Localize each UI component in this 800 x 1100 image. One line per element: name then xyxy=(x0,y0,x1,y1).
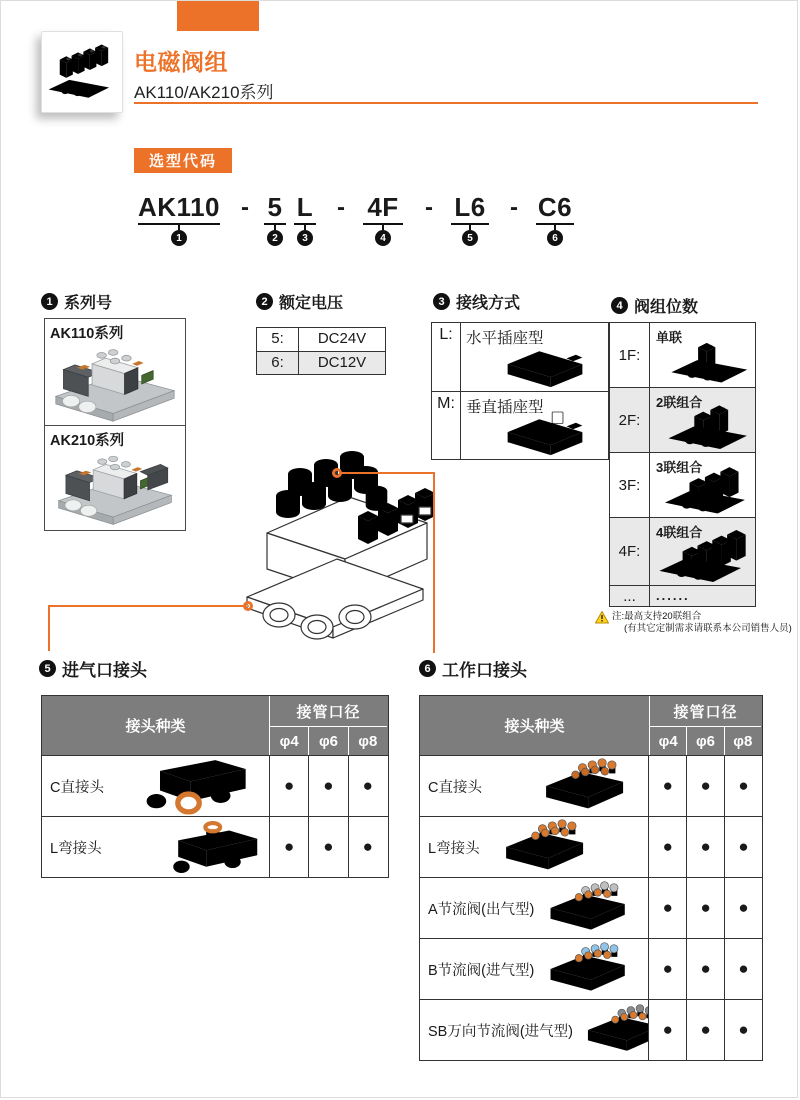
marker-4: 4 xyxy=(375,230,391,246)
work-c-straight-drawing xyxy=(528,758,644,814)
work-row-l: L弯接头 ● ● ● xyxy=(420,816,762,877)
diameter-col: φ6 xyxy=(686,727,723,755)
callout-line-work-h xyxy=(341,472,435,474)
wiring-row-l: L: 水平插座型 xyxy=(432,323,608,391)
product-logo-box xyxy=(41,31,123,113)
work-row-c: C直接头 ● ● ● xyxy=(420,755,762,816)
diameter-col: φ8 xyxy=(348,727,387,755)
work-row-sb-throttle: SB万向节流阀(进气型) ● ● ● xyxy=(420,999,762,1060)
code-segment-series: AK110 1 xyxy=(138,194,220,246)
header-rule xyxy=(134,102,758,104)
manifold-line-icon xyxy=(46,39,118,105)
manifold-1f-drawing xyxy=(656,336,754,386)
vertical-socket-valve-drawing xyxy=(484,412,606,458)
callout-dot-inlet xyxy=(243,601,253,611)
wiring-table xyxy=(431,322,609,460)
marker-1: 1 xyxy=(171,230,187,246)
stations-row-4f: 4F: 4联组合 xyxy=(610,517,755,585)
selection-code-badge: 选型代码 xyxy=(134,148,232,173)
note-line2: (有其它定制需求请联系本公司销售人员) xyxy=(624,622,792,634)
callout-line-inlet-h xyxy=(48,605,249,607)
inlet-table-header: 接头种类 接管口径 φ4 φ6 φ8 xyxy=(42,696,388,755)
horizontal-socket-valve-drawing xyxy=(484,344,606,390)
series-item-ak110: AK110系列 xyxy=(45,319,185,425)
section-stations-header: 4 阀组位数 xyxy=(611,294,698,317)
page-subtitle: AK110/AK210系列 xyxy=(134,83,274,102)
callout-dot-work xyxy=(332,468,342,478)
stations-row-3f: 3F: 3联组合 xyxy=(610,452,755,517)
stations-row-1f: 1F: 单联 xyxy=(610,323,755,387)
work-row-a-throttle: A节流阀(出气型) ● ● ● xyxy=(420,877,762,938)
code-dash: - xyxy=(510,194,518,221)
stations-row-2f: 2F: 2联组合 xyxy=(610,387,755,452)
voltage-row: 5: DC24V xyxy=(257,328,385,351)
work-b-throttle-drawing xyxy=(534,942,644,996)
manifold-3f-drawing xyxy=(654,462,754,516)
inlet-row-c: C直接头 ● ● ● xyxy=(42,755,388,816)
series-box xyxy=(44,318,186,531)
header-orange-block xyxy=(177,1,259,31)
callout-line-work-v xyxy=(433,472,435,653)
manifold-4f-drawing xyxy=(652,528,754,584)
diameter-col: φ6 xyxy=(308,727,347,755)
marker-3: 3 xyxy=(297,230,313,246)
note-line1: 注:最高支持20联组合 xyxy=(612,611,702,622)
ak110-photo xyxy=(47,341,183,425)
voltage-row: 6: DC12V xyxy=(257,351,385,374)
code-segment-wiring: L 3 xyxy=(294,194,316,246)
diameter-col: φ4 xyxy=(658,732,678,750)
code-dash: - xyxy=(241,194,249,221)
work-table-header: 接头种类 接管口径 φ4 φ6 φ8 xyxy=(420,696,762,755)
code-segment-voltage: 5 2 xyxy=(264,194,286,246)
code-dash: - xyxy=(425,194,433,221)
section-voltage-header: 2 额定电压 xyxy=(256,290,343,313)
c-straight-fitting-drawing xyxy=(135,758,251,814)
diameter-col: φ4 xyxy=(279,732,299,750)
marker-2: 2 xyxy=(267,230,283,246)
ak210-photo xyxy=(47,448,183,528)
code-segment-inlet: L6 5 xyxy=(451,194,489,246)
inlet-table xyxy=(41,695,389,878)
page-title: 电磁阀组 xyxy=(134,49,228,75)
warning-icon xyxy=(595,611,609,624)
work-sb-throttle-drawing xyxy=(573,1004,648,1056)
marker-5: 5 xyxy=(462,230,478,246)
wiring-row-m: M: 垂直插座型 xyxy=(432,391,608,459)
marker-6: 6 xyxy=(547,230,563,246)
voltage-table xyxy=(256,327,386,375)
section-series-header: 1 系列号 xyxy=(41,290,112,313)
manifold-assembly-drawing xyxy=(233,447,437,655)
diameter-col: φ8 xyxy=(724,727,761,755)
stations-row-more: ... ...... xyxy=(610,585,755,606)
stations-note xyxy=(595,611,792,634)
callout-line-inlet-v xyxy=(48,605,50,651)
section-wiring-header: 3 接线方式 xyxy=(433,290,520,313)
manifold-2f-drawing xyxy=(656,399,754,451)
work-l-elbow-drawing xyxy=(488,819,604,875)
stations-table xyxy=(609,322,756,607)
inlet-row-l: L弯接头 ● ● ● xyxy=(42,816,388,877)
section-work-header: 6 工作口接头 xyxy=(419,656,527,681)
code-segment-work: C6 6 xyxy=(536,194,574,246)
work-table xyxy=(419,695,763,1061)
work-row-b-throttle: B节流阀(进气型) ● ● ● xyxy=(420,938,762,999)
code-segment-stations: 4F 4 xyxy=(363,194,403,246)
section-inlet-header: 5 进气口接头 xyxy=(39,656,147,681)
model-code xyxy=(1,194,798,252)
l-elbow-fitting-drawing xyxy=(149,819,265,875)
work-a-throttle-drawing xyxy=(534,881,644,935)
code-dash: - xyxy=(337,194,345,221)
series-item-ak210: AK210系列 xyxy=(45,425,185,528)
